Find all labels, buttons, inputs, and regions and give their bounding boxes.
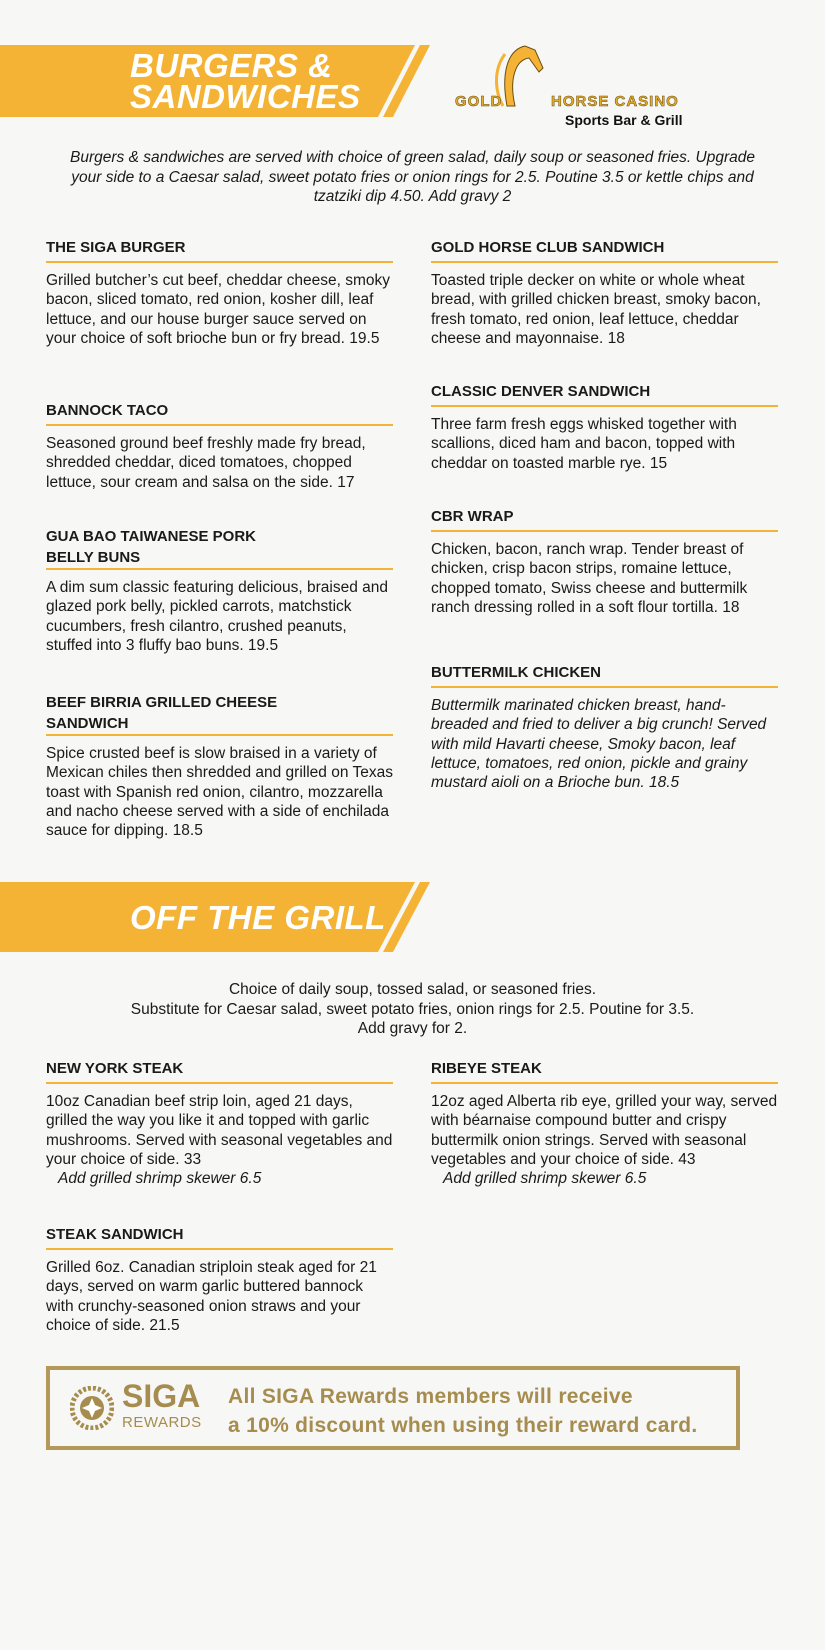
intro-line: Substitute for Caesar salad, sweet potato fries, onion rings for 2.5. Poutine for 3.5.: [130, 1000, 695, 1018]
item-addon: Add grilled shrimp skewer 6.5: [443, 1170, 647, 1188]
item-name: GUA BAO TAIWANESE PORK BELLY BUNS: [46, 528, 257, 566]
menu-item: [431, 662, 778, 792]
item-name: BUTTERMILK CHICKEN: [431, 662, 778, 688]
menu-item: [431, 381, 778, 473]
item-desc: 10oz Canadian beef strip loin, aged 21 days, grilled the way you like it and topped with garlic mushrooms. Served with seasonal vegetables and your choice of side. 33: [46, 1093, 393, 1168]
item-desc: Grilled 6oz. Canadian striploin steak aged for 21 days, served on warm garlic buttered bannock with crunchy-seasoned onion straws and your choice of side. 21.5: [46, 1259, 377, 1334]
rewards-message: [228, 1382, 697, 1440]
logo-subtitle: Sports Bar & Grill: [565, 112, 683, 128]
item-desc: 12oz aged Alberta rib eye, grilled your way, served with béarnaise compound butter and crispy buttermilk onion strings. Served with seasonal vegetables and your choice of side. 43: [431, 1093, 778, 1168]
rewards-line: a 10% discount when using their reward card.: [228, 1414, 698, 1437]
item-name: RIBEYE STEAK: [431, 1058, 778, 1084]
menu-item: [46, 237, 393, 348]
item-name: BEEF BIRRIA GRILLED CHEESE SANDWICH: [46, 694, 278, 732]
siga-logo-sub: REWARDS: [122, 1414, 202, 1431]
menu-item: [46, 692, 393, 840]
item-desc: A dim sum classic featuring delicious, braised and glazed pork belly, pickled carrots, matchstick cucumbers, fresh cilantro, crushed peanuts, stuffed into 3 fluffy bao buns. 19.5: [46, 579, 389, 654]
intro-line: Choice of daily soup, tossed salad, or seasoned fries.: [228, 981, 597, 998]
rewards-line: All SIGA Rewards members will receive: [228, 1385, 633, 1408]
item-desc: Toasted triple decker on white or whole wheat bread, with grilled chicken breast, smoky bacon, fresh tomato, red onion, leaf lettuce, cheddar cheese and mayonnaise. 18: [431, 272, 761, 347]
burgers-banner: [0, 45, 430, 117]
item-desc: Three farm fresh eggs whisked together with scallions, diced ham and bacon, topped with cheddar on toasted marble rye. 15: [431, 416, 737, 472]
item-desc: Grilled butcher’s cut beef, cheddar cheese, smoky bacon, sliced tomato, red onion, kosher dill, leaf lettuce, and our house burger sauce served on your choice of soft brioche bun or fry bread. 19.5: [46, 272, 391, 347]
grill-intro: [40, 980, 785, 1039]
item-name: STEAK SANDWICH: [46, 1224, 393, 1250]
section-title: [130, 47, 361, 115]
title-line: BURGERS &: [130, 47, 333, 84]
menu-item: [46, 1224, 393, 1335]
intro-line: Add gravy for 2.: [357, 1020, 468, 1037]
menu-item: [431, 237, 778, 348]
item-desc: Seasoned ground beef freshly made fry bread, shredded cheddar, diced tomatoes, chopped lettuce, sour cream and salsa on the side. 17: [46, 435, 366, 491]
siga-logo-word: SIGA: [122, 1378, 201, 1414]
gold-horse-logo: [455, 44, 715, 134]
burgers-intro: Burgers & sandwiches are served with choice of green salad, daily soup or seasoned fries. Upgrade your side to a Caesar salad, sweet potato fries or onion rings for 2.5. Poutine 3.5 or kettle chips and tzatziki dip 4.50. Add gravy 2: [70, 149, 755, 205]
logo-text-right: HORSE CASINO: [551, 93, 679, 110]
item-addon: Add grilled shrimp skewer 6.5: [58, 1170, 262, 1188]
item-name: GOLD HORSE CLUB SANDWICH: [431, 237, 778, 263]
menu-item: [431, 506, 778, 617]
item-desc: Spice crusted beef is slow braised in a variety of Mexican chiles then shredded and grilled on Texas toast with Spanish red onion, cilantro, mozzarella and nacho cheese served with a side of enchilada sauce for dipping. 18.5: [46, 745, 393, 840]
menu-item: [46, 526, 389, 655]
item-name: THE SIGA BURGER: [46, 237, 393, 263]
item-name: CLASSIC DENVER SANDWICH: [431, 381, 778, 407]
siga-rewards-box: [46, 1366, 740, 1450]
item-name: BANNOCK TACO: [46, 400, 393, 426]
grill-banner: [0, 882, 430, 952]
item-name: CBR WRAP: [431, 506, 778, 532]
menu-item: [46, 1058, 393, 1188]
item-name: NEW YORK STEAK: [46, 1058, 393, 1084]
title-line: SANDWICHES: [130, 78, 361, 115]
section-title: OFF THE GRILL: [130, 899, 386, 936]
item-desc: Buttermilk marinated chicken breast, hand-breaded and fried to deliver a big crunch! Served with mild Havarti cheese, Smoky bacon, leaf lettuce, tomatoes, red onion, pickle and grainy mustard aioli on a Brioche bun. 18.5: [431, 697, 767, 792]
menu-item: [431, 1058, 778, 1188]
menu-item: [46, 400, 393, 492]
item-desc: Chicken, bacon, ranch wrap. Tender breast of chicken, crisp bacon strips, romaine lettuce, chopped tomato, Swiss cheese and buttermilk ranch dressing rolled in a soft flour tortilla. 18: [431, 541, 748, 616]
siga-rewards-icon: [70, 1386, 114, 1430]
logo-text-left: GOLD: [455, 93, 503, 110]
